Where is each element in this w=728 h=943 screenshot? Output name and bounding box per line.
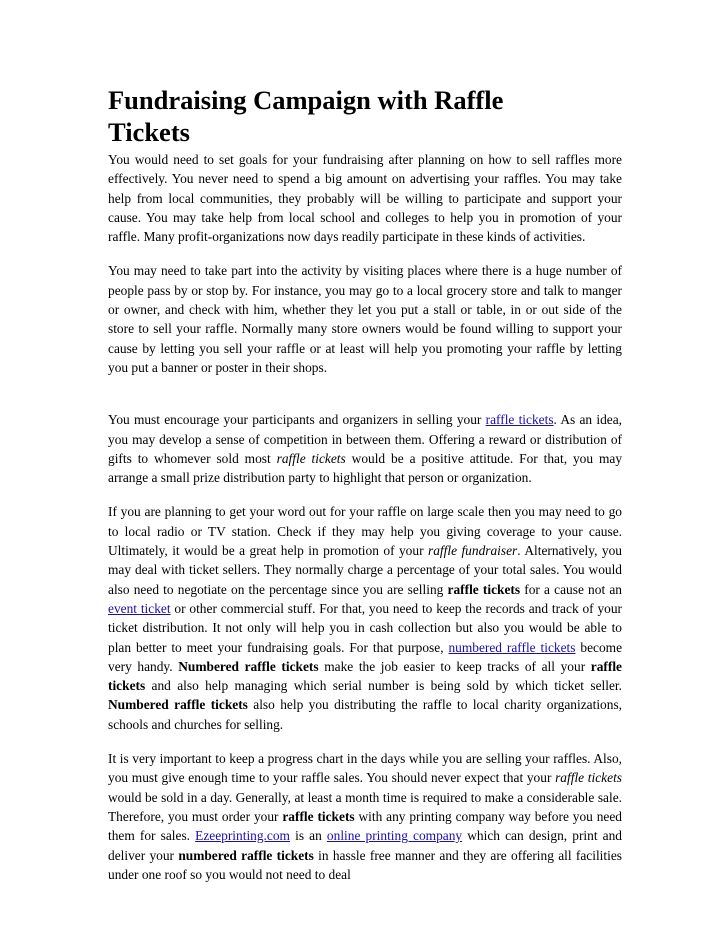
bold-text: Numbered raffle tickets bbox=[178, 658, 319, 674]
bold-text: raffle tickets bbox=[282, 808, 355, 824]
text: It is very important to keep a progress chart in the days while you are selling your raffles. Also, you must give enough time to your raffle sales. You should never expect that your bbox=[108, 751, 622, 786]
bold-text: numbered raffle tickets bbox=[178, 847, 314, 863]
paragraph-locations: You may need to take part into the activity by visiting places where there is a huge number of people pass by or stop by. For instance, you may go to a local grocery store and talk to manger or owner, and check with him, whether they let you put a stall or table, in or out side of the store to sell your raffle. Normally many store owners would be found willing to support your cause by letting you sell your raffle or at least will help you promoting your raffle by letting you put a banner or poster in their shops. bbox=[108, 263, 622, 375]
text: would be a positive attitude. For that, you may arrange a small prize distribution party to highlight that person or organization. bbox=[108, 450, 623, 486]
text: or other commercial stuff. For that, you need to keep the records and track of your ticket distribution. It not only will help you in cash collection but also you would be able to plan better to meet your fundraising goals. For that purpose, bbox=[108, 600, 622, 655]
italic-text: raffle tickets bbox=[555, 770, 622, 786]
text: You must encourage your participants and organizers in selling your bbox=[108, 412, 486, 428]
bold-text: raffle tickets bbox=[108, 658, 622, 694]
text: is an bbox=[289, 828, 327, 844]
text: . Alternatively, you may deal with ticket sellers. They normally charge a percentage of your total sales. You would also need to negotiate on the percentage since you are selling bbox=[108, 543, 622, 597]
text: and also help managing which serial number is being sold by which ticket seller. bbox=[145, 678, 622, 694]
text: If you are planning to get your word out for your raffle on large scale then you may need to go to local radio or TV station. Check if they may help you giving coverage to your cause. Ultimately, it would be a great help in promotion of your bbox=[108, 504, 622, 559]
text: for a cause not an bbox=[520, 581, 622, 597]
text: would be sold in a day. Generally, at least a month time is required to make a considerable sale. Therefore, you must order your bbox=[108, 789, 622, 824]
italic-text: raffle fundraiser bbox=[428, 543, 518, 559]
paragraph-goals: You would need to set goals for your fundraising after planning on how to sell raffles more effectively. You never need to spend a big amount on advertising your raffles. You may take help from local communities, they probably will be willing to participate and support your cause. You may take help from local school and colleges to help you in promotion of your raffle. Many profit-organizations now days readily participate in these kinds of activities. bbox=[108, 152, 622, 245]
paragraph-media bbox=[108, 502, 622, 734]
document-page bbox=[108, 84, 622, 884]
raffle-tickets-link[interactable]: raffle tickets bbox=[485, 412, 554, 428]
numbered-raffle-tickets-link[interactable]: numbered raffle tickets bbox=[448, 639, 576, 655]
text: also help you distributing the raffle to local charity organizations, schools and churches for selling. bbox=[108, 697, 622, 732]
text: in hassle free manner and they are offering all facilities under one roof so you would not need to deal bbox=[108, 847, 622, 882]
text: with any printing company way before you need them for sales. bbox=[108, 808, 622, 844]
text: make the job easier to keep tracks of all your bbox=[318, 658, 591, 674]
event-ticket-link[interactable]: event ticket bbox=[108, 600, 171, 616]
paragraph-encourage bbox=[108, 410, 622, 487]
text: become very handy. bbox=[108, 639, 623, 674]
bold-text: Numbered raffle tickets bbox=[108, 697, 248, 713]
text: . As an idea, you may develop a sense of competition in between them. Offering a reward or distribution of gifts to whomever sold most bbox=[108, 412, 623, 466]
online-printing-company-link[interactable]: online printing company bbox=[326, 828, 463, 844]
ezeeprinting-link[interactable]: Ezeeprinting.com bbox=[195, 828, 290, 844]
bold-text: raffle tickets bbox=[447, 581, 521, 597]
page-title: Fundraising Campaign with Raffle Tickets bbox=[108, 85, 504, 147]
text: which can design, print and deliver your bbox=[108, 828, 623, 863]
paragraph-progress bbox=[108, 749, 622, 884]
italic-text: raffle tickets bbox=[276, 450, 346, 466]
